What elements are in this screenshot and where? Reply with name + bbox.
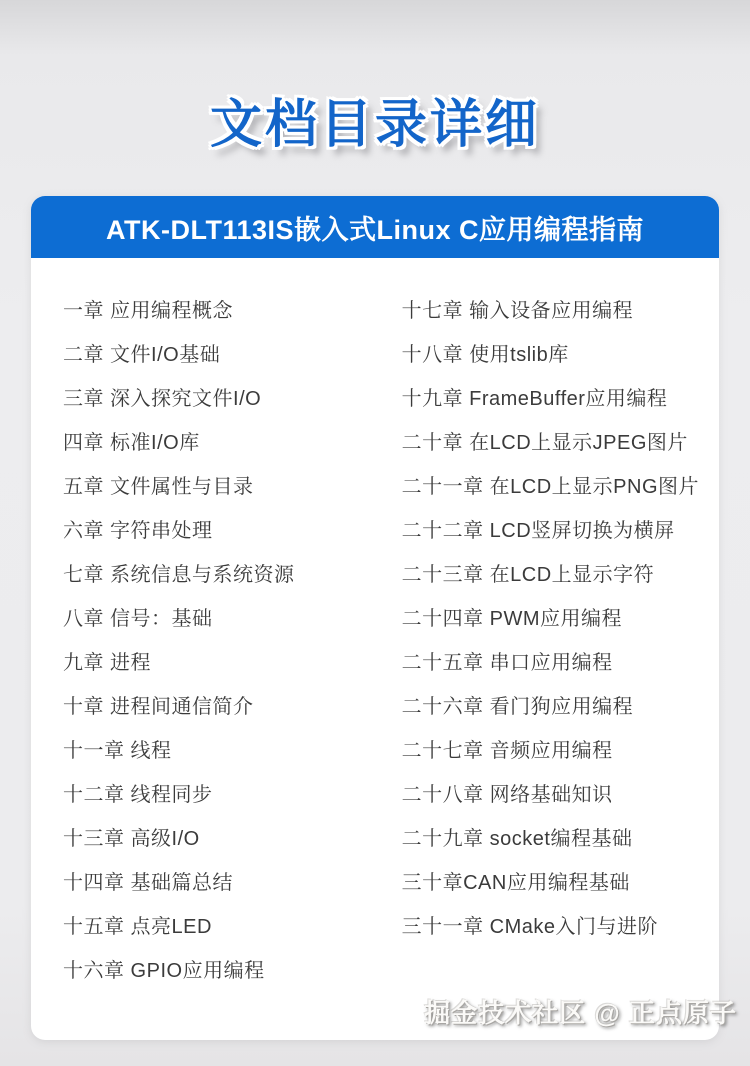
toc-chapter-item: 十一章 线程	[63, 739, 172, 762]
document-title-bar	[31, 196, 719, 258]
toc-chapter-item: 十九章 FrameBuffer应用编程	[401, 387, 668, 410]
toc-card	[31, 196, 719, 1040]
toc-chapter-item: 十五章 点亮LED	[63, 915, 212, 938]
toc-chapter-item: 二十四章 PWM应用编程	[401, 607, 623, 630]
toc-chapter-item: 二十七章 音频应用编程	[401, 739, 613, 762]
watermark: 掘金技术社区 @ 正点原子	[424, 998, 737, 1028]
toc-chapter-item: 十七章 输入设备应用编程	[401, 299, 634, 322]
page-title: 文档目录详细	[209, 96, 540, 154]
toc-chapter-item: 二章 文件I/O基础	[63, 343, 221, 366]
toc-chapter-item: 五章 文件属性与目录	[63, 475, 254, 498]
toc-body	[31, 258, 719, 990]
toc-chapter-item: 十二章 线程同步	[63, 783, 213, 806]
toc-chapter-item: 八章 信号：基础	[63, 607, 213, 630]
toc-chapter-item: 六章 字符串处理	[63, 519, 213, 542]
toc-chapter-item: 二十一章 在LCD上显示PNG图片	[401, 475, 699, 498]
toc-chapter-item: 十八章 使用tslib库	[401, 343, 569, 366]
toc-chapter-item: 十章 进程间通信简介	[63, 695, 254, 718]
toc-chapter-item: 七章 系统信息与系统资源	[63, 563, 295, 586]
toc-chapter-item: 二十九章 socket编程基础	[401, 827, 633, 850]
toc-chapter-item: 十四章 基础篇总结	[63, 871, 234, 894]
toc-chapter-item: 二十六章 看门狗应用编程	[401, 695, 634, 718]
toc-chapter-item: 三十一章 CMake入门与进阶	[401, 915, 658, 938]
toc-right-column	[402, 286, 699, 990]
toc-chapter-item: 九章 进程	[63, 651, 152, 674]
toc-left-column	[63, 286, 402, 990]
toc-chapter-item: 三章 深入探究文件I/O	[63, 387, 262, 410]
toc-chapter-item: 十三章 高级I/O	[63, 827, 200, 850]
document-title: ATK-DLT113IS嵌入式Linux C应用编程指南	[105, 214, 645, 245]
toc-chapter-item: 十六章 GPIO应用编程	[63, 959, 265, 982]
toc-chapter-item: 二十二章 LCD竖屏切换为横屏	[401, 519, 675, 542]
toc-chapter-item: 二十章 在LCD上显示JPEG图片	[401, 431, 688, 454]
toc-chapter-item: 二十五章 串口应用编程	[401, 651, 613, 674]
toc-chapter-item: 二十三章 在LCD上显示字符	[401, 563, 655, 586]
toc-chapter-item: 三十章CAN应用编程基础	[401, 871, 630, 894]
toc-chapter-item: 一章 应用编程概念	[63, 299, 234, 322]
toc-chapter-item: 二十八章 网络基础知识	[401, 783, 613, 806]
toc-chapter-item: 四章 标准I/O库	[63, 431, 200, 454]
